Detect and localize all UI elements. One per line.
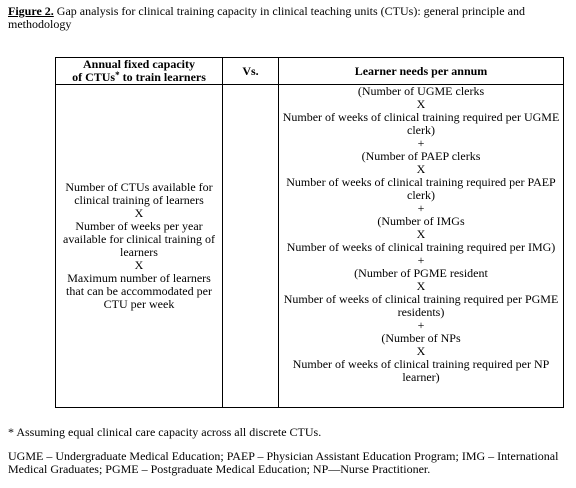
header-capacity: Annual fixed capacity of CTUs* to train learners <box>56 58 223 85</box>
learner-needs-line: (Number of NPs <box>381 331 461 345</box>
learner-needs-line: Number of weeks of clinical training required per PGME residents) <box>283 292 559 319</box>
learner-needs-line: (Number of PGME resident <box>354 266 488 280</box>
header-vs: Vs. <box>223 58 279 85</box>
capacity-formula-line: X <box>134 206 144 220</box>
learner-needs-line: X <box>416 227 426 241</box>
learner-needs-line: Number of weeks of clinical training required per UGME clerk) <box>282 110 560 137</box>
figure-caption <box>8 5 568 31</box>
learner-needs-line: (Number of IMGs <box>377 214 465 228</box>
learner-needs-line: (Number of PAEP clerks <box>361 149 481 163</box>
capacity-formula-line: X <box>134 258 144 272</box>
capacity-formula-line: Maximum number of learners that can be accommodated per CTU per week <box>66 271 212 311</box>
learner-needs-cell <box>279 85 564 408</box>
capacity-formula <box>61 181 217 311</box>
learner-needs-line: X <box>416 344 426 358</box>
body-row <box>56 85 564 408</box>
learner-needs-formula <box>281 85 561 384</box>
learner-needs-line: X <box>416 97 426 111</box>
learner-needs-line: X <box>416 162 426 176</box>
capacity-formula-cell <box>56 85 223 408</box>
header-learner-needs: Learner needs per annum <box>279 58 564 85</box>
learner-needs-line: + <box>417 136 425 150</box>
learner-needs-line: Number of weeks of clinical training required per PAEP clerk) <box>286 175 556 202</box>
learner-needs-line: + <box>417 318 425 332</box>
learner-needs-line: X <box>416 279 426 293</box>
learner-needs-line: Number of weeks of clinical training required per NP learner) <box>292 357 550 384</box>
figure-label: Figure 2. <box>8 4 54 18</box>
gap-analysis-table <box>55 57 564 408</box>
capacity-formula-line: Number of CTUs available for clinical training of learners <box>65 180 213 207</box>
capacity-formula-line: Number of weeks per year available for clinical training of learners <box>63 219 215 259</box>
abbreviations-note: UGME – Undergraduate Medical Education; PAEP – Physician Assistant Education Program; IMG – International Medical Graduates; PGME – Postgraduate Medical Education; NP—Nurse Practitioner. <box>8 449 559 476</box>
learner-needs-line: + <box>417 201 425 215</box>
learner-needs-line: + <box>417 253 425 267</box>
learner-needs-line: Number of weeks of clinical training required per IMG) <box>286 240 556 254</box>
vs-cell <box>223 85 279 408</box>
learner-needs-line: (Number of UGME clerks <box>357 84 485 98</box>
header-row <box>56 58 564 85</box>
footnote: * Assuming equal clinical care capacity across all discrete CTUs. <box>8 425 322 439</box>
figure-title: Gap analysis for clinical training capacity in clinical teaching units (CTUs): general principle and methodology <box>8 4 525 31</box>
